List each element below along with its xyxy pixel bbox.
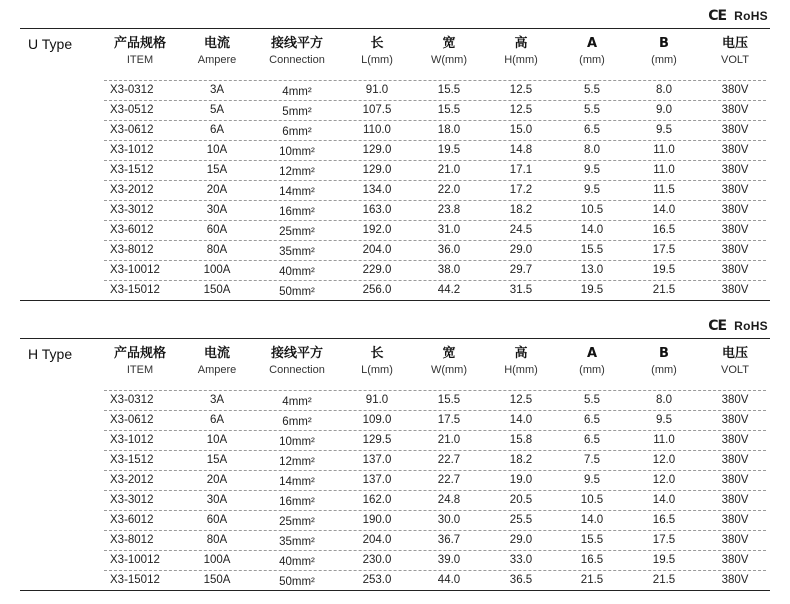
column-header-item xyxy=(100,346,180,378)
column-header-en: W(mm) xyxy=(430,54,468,66)
cell-height: 18.2 xyxy=(509,204,533,216)
table-row xyxy=(0,160,790,180)
cell-item: X3-15012 xyxy=(110,574,160,586)
row-separator xyxy=(104,160,766,161)
table-top-rule xyxy=(20,28,770,29)
cell-height: 14.8 xyxy=(509,144,533,156)
column-header-zh: B xyxy=(659,346,669,361)
cell-item: X3-1012 xyxy=(110,434,154,446)
table-row xyxy=(0,280,790,300)
cell-ampere: 5A xyxy=(209,104,225,116)
cell-dim-b: 9.5 xyxy=(656,414,672,426)
cell-height: 19.0 xyxy=(509,474,533,486)
cell-ampere: 20A xyxy=(206,184,228,196)
cell-connection: 40mm² xyxy=(279,556,315,568)
cell-item: X3-0612 xyxy=(110,414,154,426)
column-header-ampere xyxy=(177,346,257,378)
row-separator xyxy=(104,280,766,281)
column-header-connection xyxy=(257,36,337,68)
cell-width: 15.5 xyxy=(437,104,461,116)
row-separator xyxy=(104,180,766,181)
cell-dim-b: 14.0 xyxy=(652,204,676,216)
cell-height: 17.2 xyxy=(509,184,533,196)
rohs-mark: RoHS xyxy=(734,319,768,333)
cell-length: 256.0 xyxy=(362,284,392,296)
column-header-zh: 产品规格 xyxy=(113,346,166,361)
cell-voltage: 380V xyxy=(721,554,749,566)
cell-item: X3-3012 xyxy=(110,494,154,506)
cell-item: X3-0312 xyxy=(110,84,154,96)
cell-item: X3-2012 xyxy=(110,184,154,196)
cell-voltage: 380V xyxy=(721,514,749,526)
cell-width: 15.5 xyxy=(437,84,461,96)
rohs-mark: RoHS xyxy=(734,9,768,23)
cell-length: 110.0 xyxy=(363,124,391,136)
cell-ampere: 100A xyxy=(203,264,231,276)
column-header-ampere xyxy=(177,36,257,68)
cell-height: 29.7 xyxy=(509,264,533,276)
cell-item: X3-2012 xyxy=(110,474,154,486)
row-separator xyxy=(104,430,766,431)
column-header-dim-b xyxy=(624,36,704,68)
cell-dim-b: 11.0 xyxy=(653,434,675,446)
cell-dim-b: 12.0 xyxy=(652,454,676,466)
row-separator xyxy=(104,510,766,511)
column-header-zh: 宽 xyxy=(442,36,456,51)
cell-voltage: 380V xyxy=(721,164,749,176)
column-header-width xyxy=(409,346,489,378)
column-header-en: Ampere xyxy=(197,364,237,376)
cell-length: 91.0 xyxy=(365,394,389,406)
cell-width: 36.0 xyxy=(437,244,461,256)
column-header-zh: 接线平方 xyxy=(270,36,323,51)
cell-dim-a: 15.5 xyxy=(580,534,604,546)
column-header-length xyxy=(337,346,417,378)
cell-connection: 10mm² xyxy=(279,146,315,158)
cell-dim-a: 16.5 xyxy=(580,554,604,566)
cell-item: X3-1012 xyxy=(110,144,154,156)
cell-connection: 6mm² xyxy=(282,126,312,138)
cell-dim-b: 11.5 xyxy=(653,184,675,196)
cell-ampere: 30A xyxy=(206,494,228,506)
cell-width: 36.7 xyxy=(437,534,461,546)
cell-dim-a: 15.5 xyxy=(580,244,604,256)
cell-dim-a: 5.5 xyxy=(584,84,600,96)
cell-dim-b: 19.5 xyxy=(652,264,676,276)
cell-connection: 16mm² xyxy=(279,496,315,508)
cell-width: 19.5 xyxy=(437,144,461,156)
cell-ampere: 15A xyxy=(206,164,228,176)
cell-width: 30.0 xyxy=(437,514,461,526)
table-row xyxy=(0,220,790,240)
cell-voltage: 380V xyxy=(721,414,749,426)
cell-dim-b: 21.5 xyxy=(652,284,676,296)
cell-length: 192.0 xyxy=(362,224,392,236)
cell-connection: 4mm² xyxy=(282,396,312,408)
column-header-en: (mm) xyxy=(579,54,605,66)
table-row xyxy=(0,490,790,510)
cell-voltage: 380V xyxy=(721,224,749,236)
cell-length: 109.0 xyxy=(362,414,392,426)
cell-height: 20.5 xyxy=(509,494,533,506)
cell-height: 12.5 xyxy=(509,104,533,116)
cell-length: 91.0 xyxy=(365,84,389,96)
cell-dim-a: 6.5 xyxy=(584,414,600,426)
cell-connection: 12mm² xyxy=(279,456,315,468)
column-header-dim-a xyxy=(552,346,632,378)
cell-width: 23.8 xyxy=(437,204,461,216)
table-row xyxy=(0,120,790,140)
column-header-en: L(mm) xyxy=(361,54,393,66)
cell-voltage: 380V xyxy=(721,394,749,406)
certifications xyxy=(708,8,768,24)
row-separator xyxy=(104,470,766,471)
cell-connection: 40mm² xyxy=(279,266,315,278)
cell-connection: 25mm² xyxy=(279,516,315,528)
ce-mark-icon: CE xyxy=(708,8,727,24)
cell-height: 29.0 xyxy=(509,534,533,546)
row-separator xyxy=(104,410,766,411)
row-separator xyxy=(104,390,766,391)
column-header-en: Connection xyxy=(269,54,325,66)
cell-length: 129.5 xyxy=(362,434,392,446)
column-header-zh: A xyxy=(586,36,598,51)
cell-voltage: 380V xyxy=(721,184,749,196)
cell-dim-a: 10.5 xyxy=(580,204,604,216)
cell-dim-a: 10.5 xyxy=(580,494,604,506)
cell-height: 36.5 xyxy=(509,574,533,586)
cell-voltage: 380V xyxy=(721,264,749,276)
cell-height: 17.1 xyxy=(509,164,533,176)
cell-width: 31.0 xyxy=(437,224,461,236)
table-row xyxy=(0,260,790,280)
column-header-zh: 长 xyxy=(370,36,384,51)
cell-height: 15.0 xyxy=(509,124,533,136)
cell-item: X3-6012 xyxy=(110,514,154,526)
cell-connection: 4mm² xyxy=(282,86,312,98)
cell-length: 229.0 xyxy=(362,264,392,276)
cell-height: 14.0 xyxy=(509,414,533,426)
cell-connection: 14mm² xyxy=(279,186,315,198)
cell-voltage: 380V xyxy=(721,144,749,156)
column-header-zh: 高 xyxy=(514,346,528,361)
cell-width: 39.0 xyxy=(437,554,461,566)
cell-dim-a: 19.5 xyxy=(580,284,604,296)
cell-dim-a: 14.0 xyxy=(580,224,604,236)
table-row xyxy=(0,410,790,430)
cell-item: X3-3012 xyxy=(110,204,154,216)
cell-dim-a: 9.5 xyxy=(584,164,600,176)
table-row xyxy=(0,140,790,160)
cell-ampere: 6A xyxy=(209,414,225,426)
cell-width: 17.5 xyxy=(437,414,461,426)
cell-ampere: 60A xyxy=(206,514,228,526)
cell-length: 190.0 xyxy=(362,514,392,526)
cell-dim-b: 9.5 xyxy=(656,124,672,136)
cell-length: 137.0 xyxy=(362,454,392,466)
column-header-zh: 电流 xyxy=(203,346,230,361)
cell-voltage: 380V xyxy=(721,124,749,136)
column-header-en: (mm) xyxy=(579,364,605,376)
column-header-zh: 接线平方 xyxy=(270,346,323,361)
cell-dim-a: 5.5 xyxy=(584,104,600,116)
cell-length: 129.0 xyxy=(362,144,392,156)
cell-connection: 50mm² xyxy=(279,576,315,588)
table-row xyxy=(0,430,790,450)
column-header-dim-a xyxy=(552,36,632,68)
cell-connection: 50mm² xyxy=(279,286,315,298)
column-header-voltage xyxy=(695,346,775,378)
cell-height: 12.5 xyxy=(509,394,533,406)
column-header-en: H(mm) xyxy=(504,364,538,376)
cell-length: 134.0 xyxy=(362,184,392,196)
cell-dim-b: 21.5 xyxy=(652,574,676,586)
row-separator xyxy=(104,260,766,261)
cell-ampere: 6A xyxy=(209,124,225,136)
column-header-zh: 电流 xyxy=(203,36,230,51)
cell-ampere: 10A xyxy=(206,144,228,156)
cell-ampere: 60A xyxy=(206,224,228,236)
column-header-en: ITEM xyxy=(126,364,154,376)
cell-width: 22.0 xyxy=(437,184,461,196)
cell-length: 129.0 xyxy=(362,164,392,176)
cell-height: 15.8 xyxy=(509,434,533,446)
cell-height: 24.5 xyxy=(509,224,533,236)
row-separator xyxy=(104,450,766,451)
cell-dim-b: 11.0 xyxy=(653,164,675,176)
column-header-en: L(mm) xyxy=(361,364,393,376)
cell-width: 18.0 xyxy=(437,124,461,136)
column-header-zh: 产品规格 xyxy=(113,36,166,51)
column-header-zh: 高 xyxy=(514,36,528,51)
column-header-dim-b xyxy=(624,346,704,378)
column-header-zh: 宽 xyxy=(442,346,456,361)
column-header-height xyxy=(481,346,561,378)
cell-voltage: 380V xyxy=(721,244,749,256)
cell-item: X3-0612 xyxy=(110,124,154,136)
cell-connection: 25mm² xyxy=(279,226,315,238)
table-row xyxy=(0,100,790,120)
cell-connection: 6mm² xyxy=(282,416,312,428)
cell-width: 21.0 xyxy=(437,164,461,176)
cell-width: 22.7 xyxy=(437,474,461,486)
cell-width: 44.0 xyxy=(437,574,461,586)
column-header-en: H(mm) xyxy=(504,54,538,66)
cell-dim-b: 8.0 xyxy=(656,394,672,406)
cell-dim-a: 5.5 xyxy=(584,394,600,406)
cell-height: 25.5 xyxy=(509,514,533,526)
cell-dim-a: 6.5 xyxy=(584,124,600,136)
cell-length: 137.0 xyxy=(362,474,392,486)
cell-length: 204.0 xyxy=(362,244,392,256)
cell-dim-a: 13.0 xyxy=(580,264,604,276)
cell-height: 18.2 xyxy=(509,454,533,466)
table-row xyxy=(0,80,790,100)
cell-item: X3-10012 xyxy=(110,264,160,276)
row-separator xyxy=(104,140,766,141)
row-separator xyxy=(104,530,766,531)
table-bottom-rule xyxy=(20,300,770,301)
cell-dim-b: 16.5 xyxy=(652,224,676,236)
cell-item: X3-15012 xyxy=(110,284,160,296)
row-separator xyxy=(104,570,766,571)
cell-voltage: 380V xyxy=(721,474,749,486)
cell-length: 230.0 xyxy=(362,554,392,566)
table-row xyxy=(0,200,790,220)
cell-connection: 16mm² xyxy=(279,206,315,218)
cell-dim-a: 14.0 xyxy=(580,514,604,526)
cell-width: 21.0 xyxy=(437,434,461,446)
cell-item: X3-10012 xyxy=(110,554,160,566)
cell-connection: 35mm² xyxy=(279,536,315,548)
cell-dim-b: 16.5 xyxy=(652,514,676,526)
cell-dim-b: 9.0 xyxy=(656,104,672,116)
cell-length: 163.0 xyxy=(362,204,392,216)
cell-voltage: 380V xyxy=(721,494,749,506)
cell-item: X3-1512 xyxy=(110,164,154,176)
cell-ampere: 150A xyxy=(203,284,231,296)
column-header-item xyxy=(100,36,180,68)
table-row xyxy=(0,570,790,590)
cell-dim-b: 19.5 xyxy=(652,554,676,566)
cell-dim-b: 17.5 xyxy=(652,534,676,546)
table-row xyxy=(0,180,790,200)
column-header-en: VOLT xyxy=(721,54,749,66)
cell-dim-b: 12.0 xyxy=(652,474,676,486)
cell-voltage: 380V xyxy=(721,434,749,446)
cell-voltage: 380V xyxy=(721,204,749,216)
cell-height: 33.0 xyxy=(509,554,533,566)
cell-ampere: 150A xyxy=(203,574,231,586)
row-separator xyxy=(104,100,766,101)
table-row xyxy=(0,510,790,530)
cell-ampere: 10A xyxy=(206,434,228,446)
table-row xyxy=(0,390,790,410)
cell-dim-b: 14.0 xyxy=(652,494,676,506)
cell-dim-a: 8.0 xyxy=(584,144,600,156)
certifications xyxy=(708,318,768,334)
cell-ampere: 30A xyxy=(206,204,228,216)
cell-dim-a: 7.5 xyxy=(584,454,600,466)
column-header-en: VOLT xyxy=(721,364,749,376)
table-bottom-rule xyxy=(20,590,770,591)
row-separator xyxy=(104,240,766,241)
cell-length: 204.0 xyxy=(362,534,392,546)
cell-width: 22.7 xyxy=(437,454,461,466)
cell-height: 12.5 xyxy=(509,84,533,96)
cell-voltage: 380V xyxy=(721,104,749,116)
row-separator xyxy=(104,200,766,201)
column-header-connection xyxy=(257,346,337,378)
cell-voltage: 380V xyxy=(721,284,749,296)
cell-connection: 10mm² xyxy=(279,436,315,448)
cell-width: 15.5 xyxy=(437,394,461,406)
column-header-width xyxy=(409,36,489,68)
cell-length: 107.5 xyxy=(362,104,392,116)
cell-connection: 35mm² xyxy=(279,246,315,258)
column-header-zh: 电压 xyxy=(721,346,748,361)
cell-dim-a: 21.5 xyxy=(580,574,604,586)
cell-width: 44.2 xyxy=(437,284,461,296)
column-header-en: W(mm) xyxy=(430,364,468,376)
ce-mark-icon: CE xyxy=(708,318,727,334)
cell-item: X3-8012 xyxy=(110,534,154,546)
cell-height: 31.5 xyxy=(509,284,533,296)
column-header-zh: A xyxy=(586,346,598,361)
cell-voltage: 380V xyxy=(721,84,749,96)
cell-item: X3-0312 xyxy=(110,394,154,406)
cell-voltage: 380V xyxy=(721,454,749,466)
cell-voltage: 380V xyxy=(721,534,749,546)
cell-width: 24.8 xyxy=(437,494,461,506)
cell-dim-a: 9.5 xyxy=(584,184,600,196)
cell-dim-a: 9.5 xyxy=(584,474,600,486)
column-header-height xyxy=(481,36,561,68)
cell-length: 253.0 xyxy=(362,574,392,586)
table-row xyxy=(0,240,790,260)
column-header-zh: 长 xyxy=(370,346,384,361)
cell-connection: 14mm² xyxy=(279,476,315,488)
column-header-en: Connection xyxy=(269,364,325,376)
column-header-en: ITEM xyxy=(126,54,154,66)
cell-ampere: 80A xyxy=(206,244,228,256)
column-header-length xyxy=(337,36,417,68)
row-separator xyxy=(104,120,766,121)
table-row xyxy=(0,530,790,550)
column-header-zh: B xyxy=(659,36,669,51)
cell-ampere: 100A xyxy=(203,554,231,566)
cell-height: 29.0 xyxy=(509,244,533,256)
column-header-en: (mm) xyxy=(651,364,677,376)
cell-dim-b: 17.5 xyxy=(652,244,676,256)
row-separator xyxy=(104,220,766,221)
table-row xyxy=(0,550,790,570)
table-top-rule xyxy=(20,338,770,339)
cell-item: X3-0512 xyxy=(110,104,154,116)
row-separator xyxy=(104,550,766,551)
section-title: H Type xyxy=(28,346,73,362)
cell-dim-b: 11.0 xyxy=(653,144,675,156)
row-separator xyxy=(104,80,766,81)
cell-item: X3-8012 xyxy=(110,244,154,256)
cell-dim-a: 6.5 xyxy=(584,434,600,446)
column-header-zh: 电压 xyxy=(721,36,748,51)
cell-ampere: 80A xyxy=(206,534,228,546)
cell-connection: 12mm² xyxy=(279,166,315,178)
cell-voltage: 380V xyxy=(721,574,749,586)
row-separator xyxy=(104,490,766,491)
cell-connection: 5mm² xyxy=(282,106,312,118)
cell-length: 162.0 xyxy=(362,494,392,506)
cell-ampere: 3A xyxy=(209,84,225,96)
cell-item: X3-6012 xyxy=(110,224,154,236)
cell-ampere: 3A xyxy=(209,394,225,406)
column-header-en: Ampere xyxy=(197,54,237,66)
section-title: U Type xyxy=(28,36,73,52)
table-row xyxy=(0,470,790,490)
table-row xyxy=(0,450,790,470)
cell-item: X3-1512 xyxy=(110,454,154,466)
column-header-voltage xyxy=(695,36,775,68)
cell-ampere: 20A xyxy=(206,474,228,486)
column-header-en: (mm) xyxy=(651,54,677,66)
cell-ampere: 15A xyxy=(206,454,228,466)
cell-width: 38.0 xyxy=(437,264,461,276)
cell-dim-b: 8.0 xyxy=(656,84,672,96)
